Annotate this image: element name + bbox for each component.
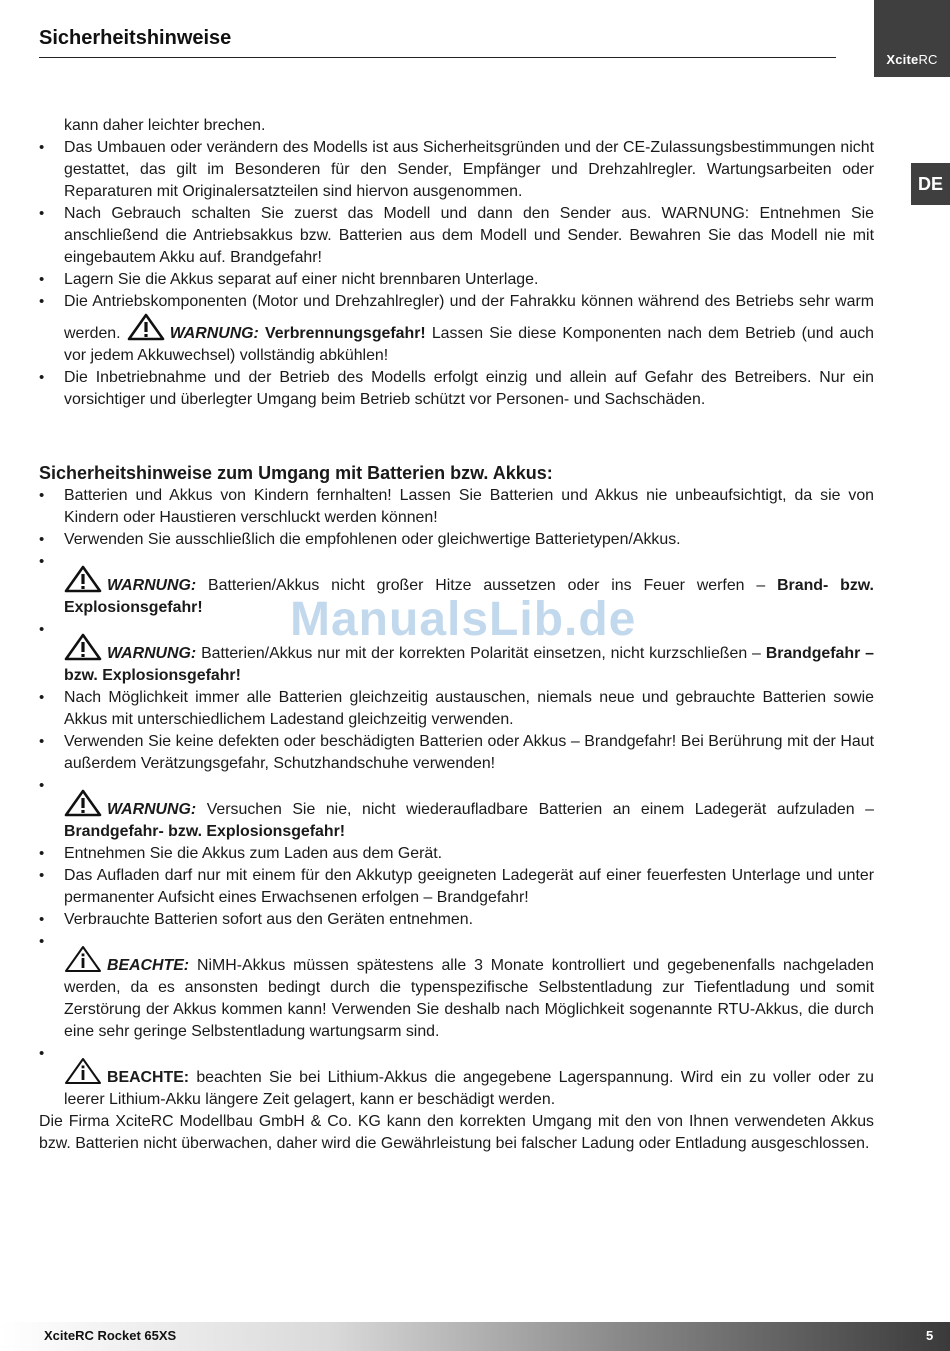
page-number: 5 — [926, 1328, 934, 1343]
warning-icon — [64, 633, 102, 661]
list-item: • Lagern Sie die Akkus separat auf einer nicht brennbaren Unterlage. — [39, 269, 874, 291]
list-item: • Das Aufladen darf nur mit einem für den Akkutyp geeigneten Ladegerät auf einer feuerfesten Unterlage und unter permanenter Aufsicht eines Erwachsenen erfolgen – Brandgefahr! — [39, 865, 874, 909]
footer-product-name: XciteRC Rocket 65XS — [44, 1328, 177, 1343]
warning-icon — [64, 789, 102, 817]
list-item: • WARNUNG: Batterien/Akkus nicht großer Hitze aussetzen oder ins Feuer werfen – Brand- bzw. Explosionsgefahr! — [39, 551, 874, 619]
list-item: • Die Antriebskomponenten (Motor und Drehzahlregler) und der Fahrakku können während des Betriebs sehr warm werden. WARNUNG: Verbrennungsgefahr! Lassen Sie diese Komponenten nach dem Betrieb (und auch vor jedem Akkuwechsel) vollständig abkühlen! — [39, 291, 874, 367]
watermark: ManualsLib.de — [290, 593, 637, 646]
language-tab: DE — [911, 163, 950, 205]
list-item: • BEACHTE: NiMH-Akkus müssen spätestens alle 3 Monate kontrolliert und gegebenenfalls nachgeladen werden, da es ansonsten bedingt durch die typenspezifische Selbstentladung zur Tiefentladung und somit Zerstörung der Akkus kommen kann! Verwenden Sie deshalb nach Möglichkeit sogenannte RTU-Akkus, die durch eine sehr geringe Selbstentladung wartungsarm sind. — [39, 931, 874, 1043]
warning-icon — [64, 565, 102, 593]
title-divider — [39, 57, 836, 58]
general-safety-list — [39, 137, 874, 411]
warning-icon — [127, 313, 165, 341]
list-item: • Batterien und Akkus von Kindern fernhalten! Lassen Sie Batterien und Akkus nie unbeaufsichtigt, da sie von Kindern oder Haustieren verschluckt werden können! — [39, 485, 874, 529]
battery-safety-heading: Sicherheitshinweise zum Umgang mit Batterien bzw. Akkus: — [39, 463, 553, 483]
list-item: • WARNUNG: Versuchen Sie nie, nicht wiederaufladbare Batterien an einem Ladegerät aufzuladen – Brandgefahr- bzw. Explosionsgefahr! — [39, 775, 874, 843]
list-item: • Die Inbetriebnahme und der Betrieb des Modells erfolgt einzig und allein auf Gefahr des Betreibers. Nur ein vorsichtiger und überlegter Umgang beim Betrieb schützt vor Personen- und Sachschäden. — [39, 367, 874, 411]
list-item: • Verwenden Sie ausschließlich die empfohlenen oder gleichwertige Batterietypen/Akkus. — [39, 529, 874, 551]
list-item: • BEACHTE: beachten Sie bei Lithium-Akkus die angegebene Lagerspannung. Wird ein zu voller oder zu leerer Lithium-Akku längere Zeit gelagert, kann er beschädigt werden. — [39, 1043, 874, 1111]
brand-logo: XciteRC — [874, 0, 950, 77]
list-item: • Entnehmen Sie die Akkus zum Laden aus dem Gerät. — [39, 843, 874, 865]
info-icon — [64, 945, 102, 973]
list-item: • Nach Gebrauch schalten Sie zuerst das Modell und dann den Sender aus. WARNUNG: Entnehmen Sie anschließend die Antriebsakkus bzw. Batterien aus dem Modell und Sender. Bewahren Sie das Modell nie mit eingebautem Akku auf. Brandgefahr! — [39, 203, 874, 269]
closing-paragraph: Die Firma XciteRC Modellbau GmbH & Co. KG kann den korrekten Umgang mit den von Ihnen verwendeten Akkus bzw. Batterien nicht überwachen, daher wird die Gewährleistung bei falscher Ladung oder Entladung ausgeschlossen. — [39, 1113, 874, 1152]
info-icon — [64, 1057, 102, 1085]
list-item: • Verwenden Sie keine defekten oder beschädigten Batterien oder Akkus – Brandgefahr! Bei Berührung mit der Haut außerdem Verätzungsgefahr, Schutzhandschuhe verwenden! — [39, 731, 874, 775]
list-item: • Das Umbauen oder verändern des Modells ist aus Sicherheitsgründen und der CE-Zulassungsbestimmungen nicht gestattet, das gilt im Besonderen für den Sender, Empfänger und Drehzahlregler. Wartungsarbeiten oder Reparaturen mit Originalersatzteilen sind hiervon ausgenommen. — [39, 137, 874, 203]
continued-text: kann daher leichter brechen. — [64, 117, 266, 134]
battery-safety-list — [39, 485, 874, 1111]
page-title: Sicherheitshinweise — [39, 27, 232, 49]
list-item: • Verbrauchte Batterien sofort aus den Geräten entnehmen. — [39, 909, 874, 931]
list-item: • Nach Möglichkeit immer alle Batterien gleichzeitig austauschen, niemals neue und gebrauchte Batterien sowie Akkus mit unterschiedlichem Ladestand gleichzeitig verwenden. — [39, 687, 874, 731]
list-item: • WARNUNG: Batterien/Akkus nur mit der korrekten Polarität einsetzen, nicht kurzschließen – Brandgefahr – bzw. Explosionsgefahr! — [39, 619, 874, 687]
